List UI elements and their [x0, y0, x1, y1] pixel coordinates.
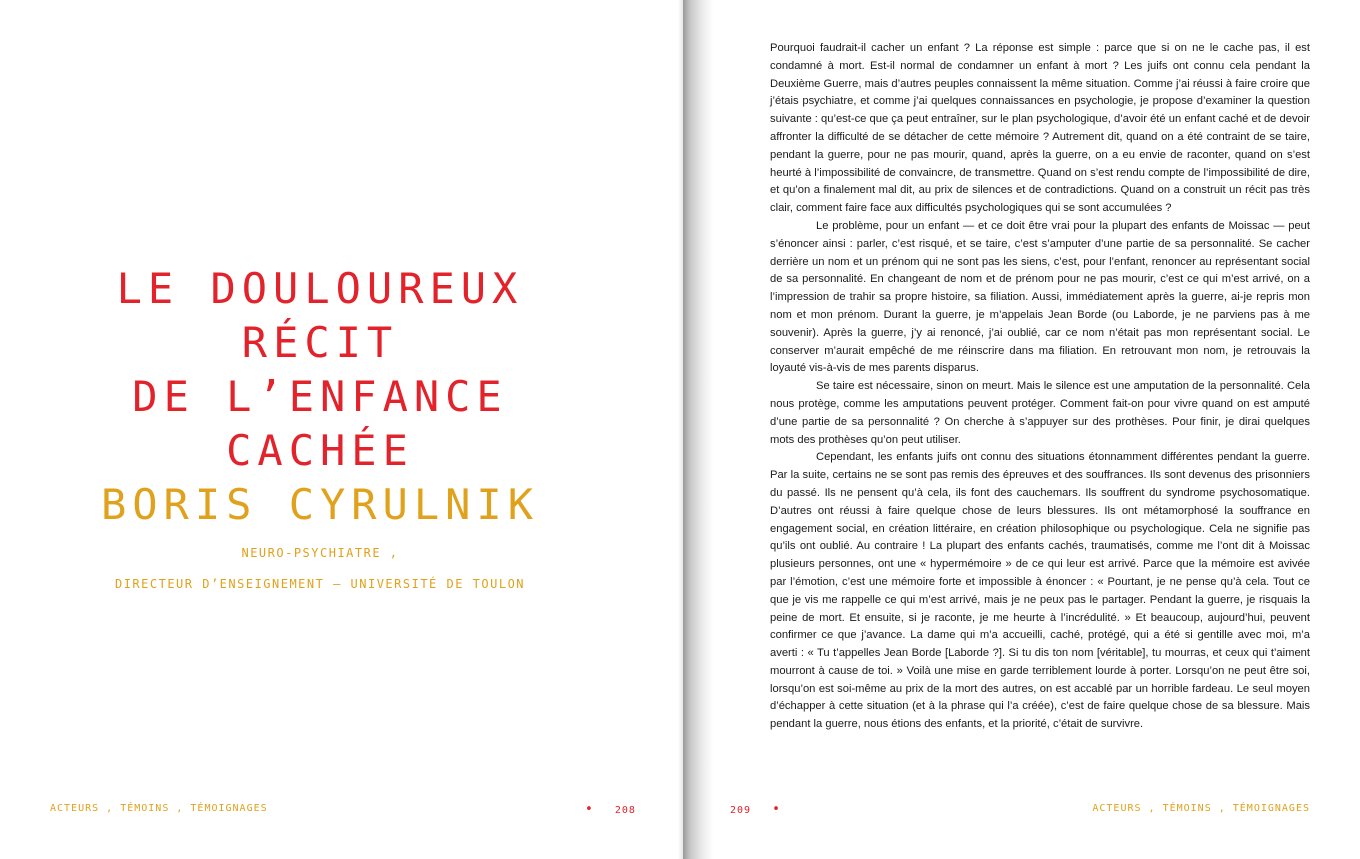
book-gutter-shadow: [683, 0, 713, 859]
article-body: [770, 40, 1310, 734]
footer-section-right: ACTEURS , TÉMOINS , TÉMOIGNAGES: [1092, 803, 1310, 814]
paragraph-1: Pourquoi faudrait-il cacher un enfant ? La réponse est simple : parce que si on ne le cache pas, il est condamné à mort. Est-il normal de condamner un enfant à mort ? Les juifs ont connu cela pendant la Deuxième Guerre, mais d’autres peuples connaissent la même situation. Comme j’ai réussi à faire croire que j’étais psychiatre, et comme j’ai quelques connaissances en psychologie, je propose d’examiner la question suivante : qu’est-ce que ça peut entraîner, sur le plan psychologique, d’avoir été un enfant caché et de devoir affronter la difficulté de se détacher de cette mémoire ? Autrement dit, quand on a été contraint de se taire, pendant la guerre, pour ne pas mourir, quand, après la guerre, on a eu envie de raconter, quand on s’est heurté à l’impossibilité de convaincre, de transmettre. Quand on s’est rendu compte de l’impossibilité de dire, et qu’on a finalement mal dit, au prix de silences et de contradictions. Quand on a construit un récit pas très clair, comment faire face aux difficultés psychologiques qui se sont accumulées ?: [770, 42, 1310, 215]
footer-page-number-left: [585, 802, 636, 817]
chapter-title-block: [40, 262, 600, 591]
author-name: BORIS CYRULNIK: [100, 480, 539, 529]
footer-section-left: ACTEURS , TÉMOINS , TÉMOIGNAGES: [50, 803, 268, 814]
page-number-209: 209: [730, 805, 752, 816]
chapter-title-line-1: LE DOULOUREUX RÉCIT: [116, 264, 524, 367]
author-affiliation: DIRECTEUR D’ENSEIGNEMENT – UNIVERSITÉ DE TOULON: [114, 577, 526, 591]
paragraph-3: Se taire est nécessaire, sinon on meurt. Mais le silence est une amputation de la personnalité. Cela nous protège, comme les amputations peuvent protéger. Comment fait-on pour vivre quand on est amputé d’une partie de sa personnalité ? On cherche à s’appuyer sur des prothèses. Pour finir, je dirai quelques mots des prothèses qu’on peut utiliser.: [770, 380, 1310, 446]
author-role: NEURO-PSYCHIATRE ,: [241, 546, 399, 560]
chapter-title-line-2: DE L’ENFANCE: [132, 372, 508, 421]
paragraph-4: Cependant, les enfants juifs ont connu des situations étonnamment différentes pendant la guerre. Par la suite, certains ne se sont pas remis des épreuves et des souffrances. Ils sont devenus des prisonniers du passé. Ils ne pensent qu’à cela, ils font des cauchemars. Ils souffrent du syndrome psychosomatique. D’autres ont réussi à faire quelque chose de leurs blessures. Ils ont métamorphosé la souffrance en engagement social, en création littéraire, en création philosophique ou psychologique. Cela ne signifie pas qu’ils ont oublié. Au contraire ! La plupart des enfants cachés, traumatisés, comme me l’ont dit à Moissac plusieurs personnes, ont une « hypermémoire » de ce qui leur est arrivé. Parce que la mémoire est avivée par l’émotion, c’est une mémoire forte et impossible à énoncer : « Pourtant, je ne pense qu’à cela. Tout ce que je vis me rappelle ce qui m’est arrivé, mais je ne peux pas le partager. Pendant la guerre, je risquais la peine de mort. Et ensuite, si je raconte, je me heurte à l’incrédulité. » Et beaucoup, aujourd’hui, peuvent confirmer ce que j’avance. La dame qui m’a accueilli, caché, protégé, qui a été si gentille avec moi, m’a averti : « Tu t’appelles Jean Borde [Laborde ?]. Si tu dis ton nom [véritable], tu mourras, et ceux qui t’aiment mourront à cause de toi. » Voilà une mise en garde terriblement lourde à porter. Lorsqu’on ne peut être soi, lorsqu’on est soi-même au prix de la mort des autres, on est accablé par un horrible fardeau. Le seul moyen d’échapper à cette situation (et à la phrase qui l’a créée), c’est de faire quelque chose de sa blessure. Mais pendant la guerre, nous étions des enfants, et la priorité, c’était de survivre.: [770, 451, 1310, 731]
chapter-title-line-3: CACHÉE: [226, 426, 414, 475]
paragraph-2: Le problème, pour un enfant — et ce doit être vrai pour la plupart des enfants de Moissac — peut s’énoncer ainsi : parler, c’est risqué, et se taire, c’est s’amputer d’une partie de sa personnalité. Se cacher derrière un nom et un prénom qui ne sont pas les siens, c’est, pour l’enfant, renoncer au représentant social de sa personnalité. En changeant de nom et de prénom pour ne pas mourir, c’est ce qui m’est arrivé, on a l’impression de trahir sa propre histoire, sa filiation. Aussi, immédiatement après la guerre, ai-je repris mon nom et mon prénom. Durant la guerre, je m’appelais Jean Borde (ou Laborde, je ne parviens pas à me souvenir). Après la guerre, j’y ai renoncé, j’ai oublié, car ce nom n’était pas mon représentant social. Le conserver m’aurait empêché de me réinscrire dans ma filiation. En retrouvant mon nom, je retrouvais la loyauté vis-à-vis de mes parents disparus.: [770, 219, 1310, 375]
page-number-208: 208: [614, 805, 636, 816]
bullet-icon: •: [772, 802, 781, 817]
bullet-icon: •: [585, 802, 594, 817]
footer-page-number-right: [730, 802, 781, 817]
